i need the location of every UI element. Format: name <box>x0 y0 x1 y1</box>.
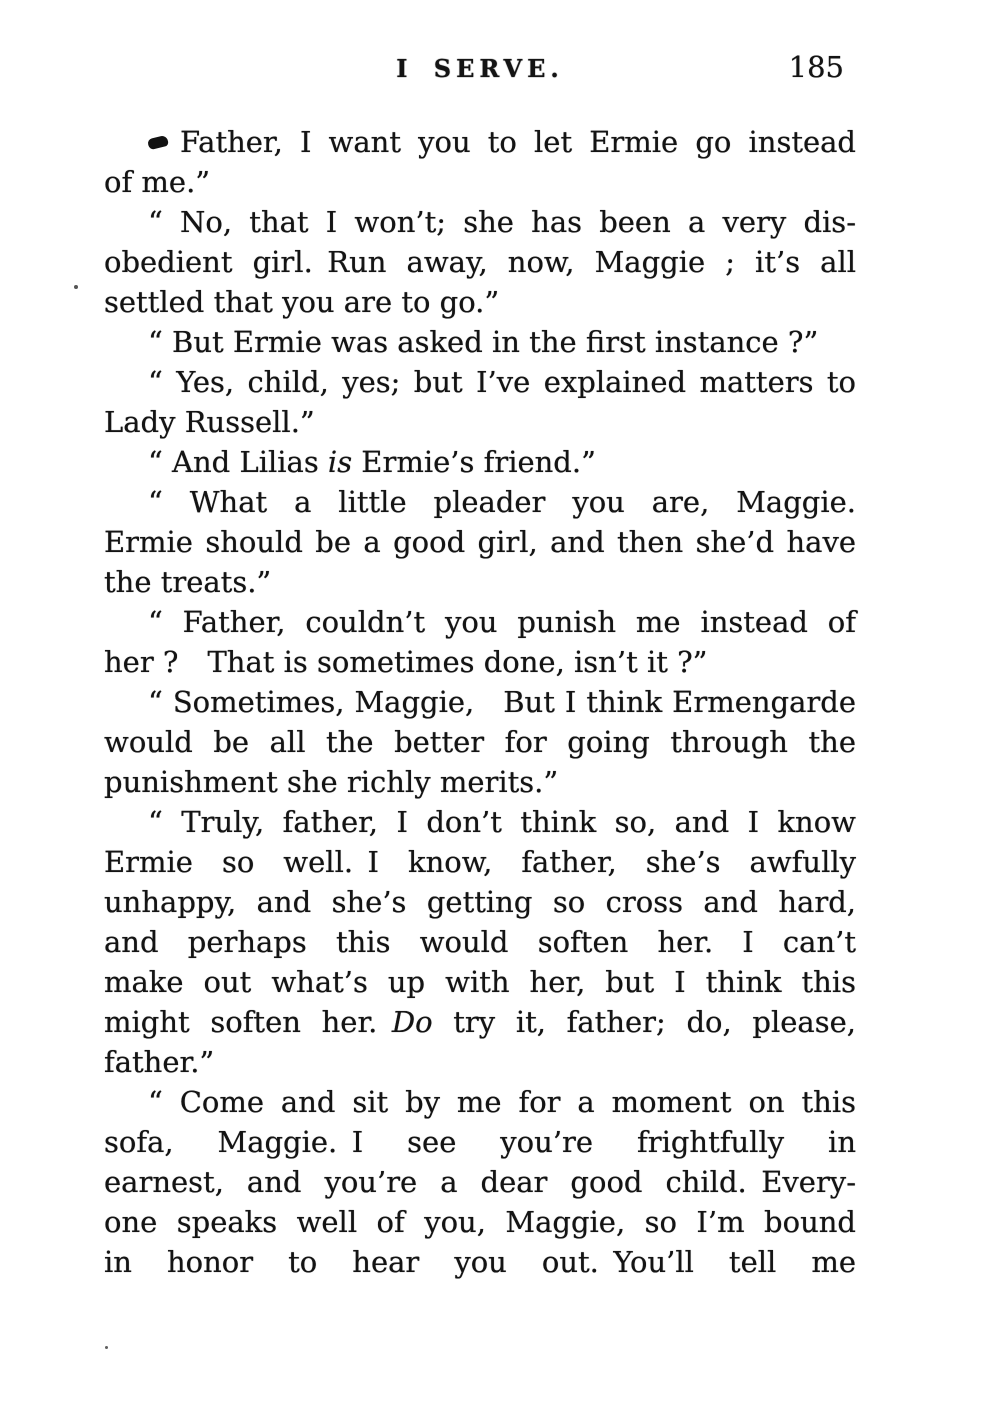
text-line: “ But Ermie was asked in the first instance ?” <box>148 325 819 359</box>
text-line: Ermie should be a good girl, and then she’d have <box>104 525 856 559</box>
page-number: 185 <box>788 50 844 84</box>
text-line: and perhaps this would soften her. I can’t <box>104 925 856 959</box>
text-line: “ And Lilias is Ermie’s friend.” <box>148 445 596 479</box>
text-line: would be all the better for going through the <box>104 725 856 759</box>
damaged-quote-mark <box>147 134 169 150</box>
text-line: “ Sometimes, Maggie, But I think Ermengarde <box>148 685 856 719</box>
text-line: unhappy, and she’s getting so cross and hard, <box>104 885 856 919</box>
text-line: make out what’s up with her, but I think this <box>104 965 856 999</box>
text-line: “ Truly, father, I don’t think so, and I know <box>148 805 856 839</box>
text-line: obedient girl. Run away, now, Maggie ; it’s all <box>104 245 856 279</box>
text-line: Ermie so well. I know, father, she’s awfully <box>104 845 856 879</box>
text-line: “ No, that I won’t; she has been a very dis- <box>148 205 856 239</box>
text-line: sofa, Maggie. I see you’re frightfully in <box>104 1125 856 1159</box>
ink-speck <box>74 285 78 289</box>
running-title: I SERVE. <box>396 54 564 83</box>
text-line: Father, I want you to let Ermie go instead <box>104 122 856 162</box>
text-line: “ Father, couldn’t you punish me instead of <box>148 605 856 639</box>
ink-speck <box>105 1346 108 1349</box>
text-line: punishment she richly merits.” <box>104 765 559 799</box>
text-line: one speaks well of you, Maggie, so I’m bound <box>104 1205 856 1239</box>
text-line: in honor to hear you out. You’ll tell me <box>104 1245 856 1279</box>
text-line: earnest, and you’re a dear good child. Every- <box>104 1165 856 1199</box>
running-header <box>104 50 856 86</box>
text-line: might soften her. Do try it, father; do, please, <box>104 1005 856 1039</box>
text-line: the treats.” <box>104 565 272 599</box>
text-line: “ What a little pleader you are, Maggie. <box>148 485 856 519</box>
text-line: her ? That is sometimes done, isn’t it ?” <box>104 645 708 679</box>
text-line: of me.” <box>104 165 211 199</box>
text-line: “ Yes, child, yes; but I’ve explained matters to <box>148 365 856 399</box>
text-line: settled that you are to go.” <box>104 285 500 319</box>
text-line: father.” <box>104 1045 215 1079</box>
text-block <box>104 122 856 1282</box>
text-line: “ Come and sit by me for a moment on this <box>148 1085 856 1119</box>
text-line: Lady Russell.” <box>104 405 315 439</box>
